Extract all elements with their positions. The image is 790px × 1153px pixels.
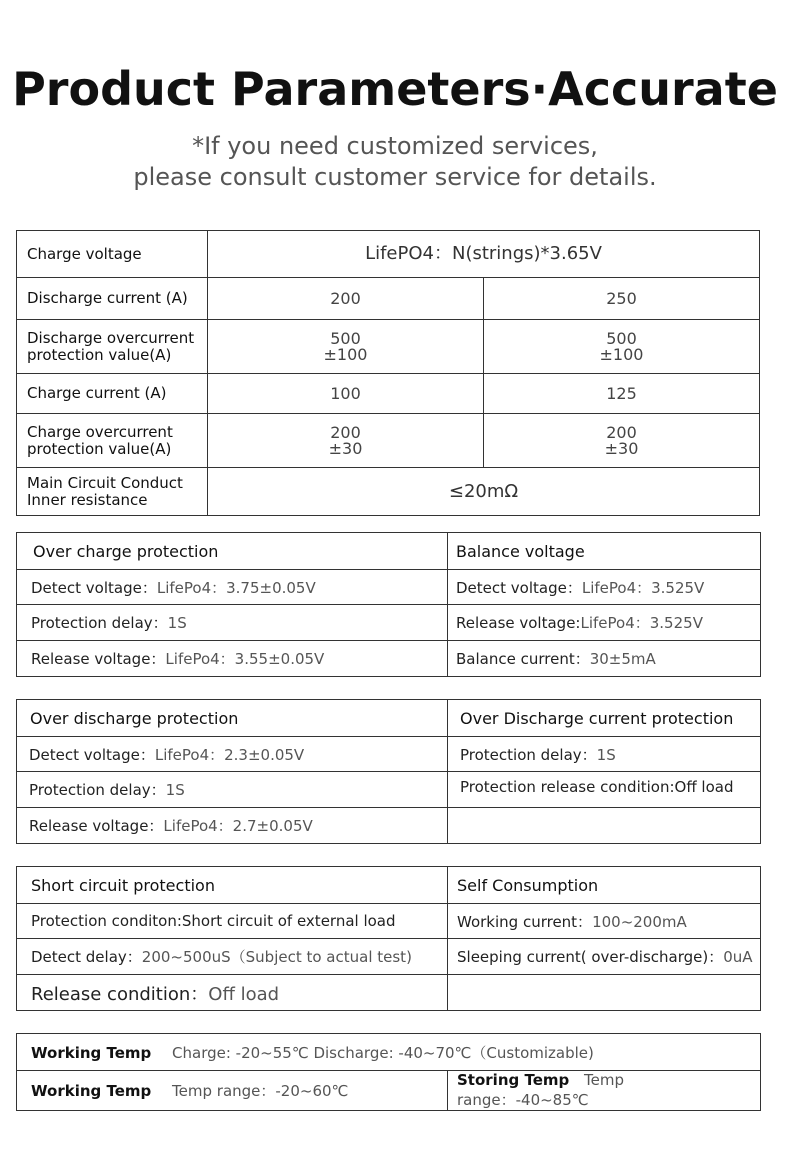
working-temp-range-value: Temp range：-20~60℃ [172, 1082, 349, 1100]
over-charge-table [16, 532, 761, 677]
short-circuit-release-condition [17, 975, 448, 1011]
table-row [17, 1034, 761, 1071]
table-row [17, 231, 760, 278]
cell-key: Release condition： [31, 983, 209, 1005]
over-discharge-table [16, 699, 761, 844]
cell-key: Protection release condition:Off load [460, 778, 734, 796]
table-row [17, 278, 760, 320]
table-row [17, 939, 761, 975]
value-line: ±100 [599, 344, 644, 364]
discharge-current-label: Discharge current (A) [17, 278, 208, 320]
over-charge-release-voltage [17, 641, 448, 677]
value-line: ±30 [328, 438, 363, 458]
label-line: Inner resistance [27, 490, 148, 509]
temperature-table [16, 1033, 761, 1111]
over-charge-protection-delay [17, 605, 448, 641]
empty-cell [448, 808, 761, 844]
cell-key: Sleeping current( over-discharge)： [457, 948, 724, 966]
working-temp-range [17, 1071, 448, 1111]
value-line: ±100 [323, 344, 368, 364]
balance-current [448, 641, 761, 677]
table-row [17, 808, 761, 844]
table-row [17, 975, 761, 1011]
cell-value: LifePo4：3.525V [581, 578, 705, 597]
value-line: 500 [330, 328, 361, 348]
cell-key: Detect delay： [31, 948, 142, 966]
over-charge-header: Over charge protection [17, 533, 448, 570]
value-line: ±30 [604, 438, 639, 458]
spec-table [16, 230, 760, 516]
over-charge-detect-voltage [17, 570, 448, 605]
over-discharge-release-voltage [17, 808, 448, 844]
subtitle-line-1: *If you need customized services, [192, 132, 598, 160]
charge-overcurrent-value-1 [208, 414, 484, 468]
label-line: Charge overcurrent [27, 422, 173, 441]
working-temp-label: Working Temp [31, 1043, 152, 1062]
cell-value: 30±5mA [589, 650, 656, 668]
over-discharge-current-header: Over Discharge current protection [448, 700, 761, 737]
cell-value: 1S [167, 614, 187, 632]
empty-cell [448, 975, 761, 1011]
storing-temp-range [448, 1071, 761, 1111]
cell-key: Release voltage: [456, 614, 581, 632]
value-line: 200 [330, 422, 361, 442]
table-row [17, 700, 761, 737]
cell-key: Protection delay： [29, 781, 166, 799]
table-row [17, 904, 761, 939]
balance-release-voltage [448, 605, 761, 641]
over-discharge-detect-voltage [17, 737, 448, 772]
cell-value: 100~200mA [592, 912, 687, 931]
table-row [17, 867, 761, 904]
table-row [17, 605, 761, 641]
cell-key: Balance current： [456, 650, 590, 668]
storing-temp-label: Storing Temp [457, 1071, 570, 1089]
subtitle-line-2: please consult customer service for details. [133, 163, 657, 191]
cell-value: 1S [165, 781, 185, 799]
label-line: Main Circuit Conduct [27, 473, 183, 492]
discharge-overcurrent-value-2 [484, 320, 760, 374]
table-row [17, 468, 760, 516]
cell-key: Detect voltage： [31, 578, 157, 597]
over-discharge-header: Over discharge protection [17, 700, 448, 737]
value-line: 500 [606, 328, 637, 348]
cell-key: Release voltage： [31, 650, 166, 668]
discharge-overcurrent-value-1 [208, 320, 484, 374]
discharge-overcurrent-label [17, 320, 208, 374]
charge-voltage-label: Charge voltage [17, 231, 208, 278]
short-circuit-header: Short circuit protection [17, 867, 448, 904]
label-line: protection value(A) [27, 439, 172, 458]
over-discharge-current-delay [448, 737, 761, 772]
table-row [17, 772, 761, 808]
cell-value: LifePo4：3.525V [580, 614, 703, 632]
sleeping-current [448, 939, 761, 975]
cell-key: Detect voltage： [456, 578, 582, 597]
cell-key: Working current： [457, 912, 593, 931]
short-circuit-table [16, 866, 761, 1011]
table-row [17, 1071, 761, 1111]
over-discharge-protection-delay [17, 772, 448, 808]
charge-overcurrent-value-2 [484, 414, 760, 468]
table-row [17, 533, 761, 570]
self-consumption-header: Self Consumption [448, 867, 761, 904]
label-line: Discharge overcurrent [27, 328, 195, 347]
cell-key: Protection conditon:Short circuit of external load [31, 912, 396, 930]
cell-value: 0uA [723, 948, 753, 966]
working-current [448, 904, 761, 939]
inner-resistance-value: ≤20mΩ [208, 468, 760, 516]
working-temp-charge-discharge [17, 1034, 761, 1071]
cell-value: LifePo4：2.7±0.05V [163, 817, 313, 835]
cell-key: Protection delay： [31, 614, 168, 632]
short-circuit-condition [17, 904, 448, 939]
cell-value: LifePo4：3.55±0.05V [165, 650, 325, 668]
cell-key: Protection delay： [460, 745, 597, 764]
working-temp-value: Charge: -20~55℃ Discharge: -40~70℃（Customizable) [172, 1043, 594, 1062]
storing-temp-value: Temp range：-40~85℃ [457, 1071, 625, 1109]
balance-detect-voltage [448, 570, 761, 605]
cell-value: LifePo4：3.75±0.05V [156, 578, 316, 597]
protection-release-condition [448, 772, 761, 808]
balance-voltage-header: Balance voltage [448, 533, 761, 570]
value-line: 200 [606, 422, 637, 442]
cell-key: Release voltage： [29, 817, 164, 835]
label-line: protection value(A) [27, 345, 172, 364]
charge-current-label: Charge current (A) [17, 374, 208, 414]
cell-key: Detect voltage： [29, 745, 155, 764]
cell-value: Off load [208, 983, 280, 1005]
charge-voltage-value: LifePO4：N(strings)*3.65V [208, 231, 760, 278]
table-row [17, 414, 760, 468]
table-row [17, 570, 761, 605]
page-title: Product Parameters·Accurate [12, 62, 778, 116]
inner-resistance-label [17, 468, 208, 516]
cell-value: LifePo4：2.3±0.05V [154, 745, 305, 764]
cell-value: 1S [596, 745, 616, 764]
table-row [17, 641, 761, 677]
charge-overcurrent-label [17, 414, 208, 468]
charge-current-value-2: 125 [484, 374, 760, 414]
charge-current-value-1: 100 [208, 374, 484, 414]
working-temp-range-label: Working Temp [31, 1082, 152, 1100]
discharge-current-value-2: 250 [484, 278, 760, 320]
discharge-current-value-1: 200 [208, 278, 484, 320]
table-row [17, 320, 760, 374]
cell-value: 200~500uS（Subject to actual test) [141, 948, 412, 966]
table-row [17, 737, 761, 772]
table-row [17, 374, 760, 414]
short-circuit-detect-delay [17, 939, 448, 975]
